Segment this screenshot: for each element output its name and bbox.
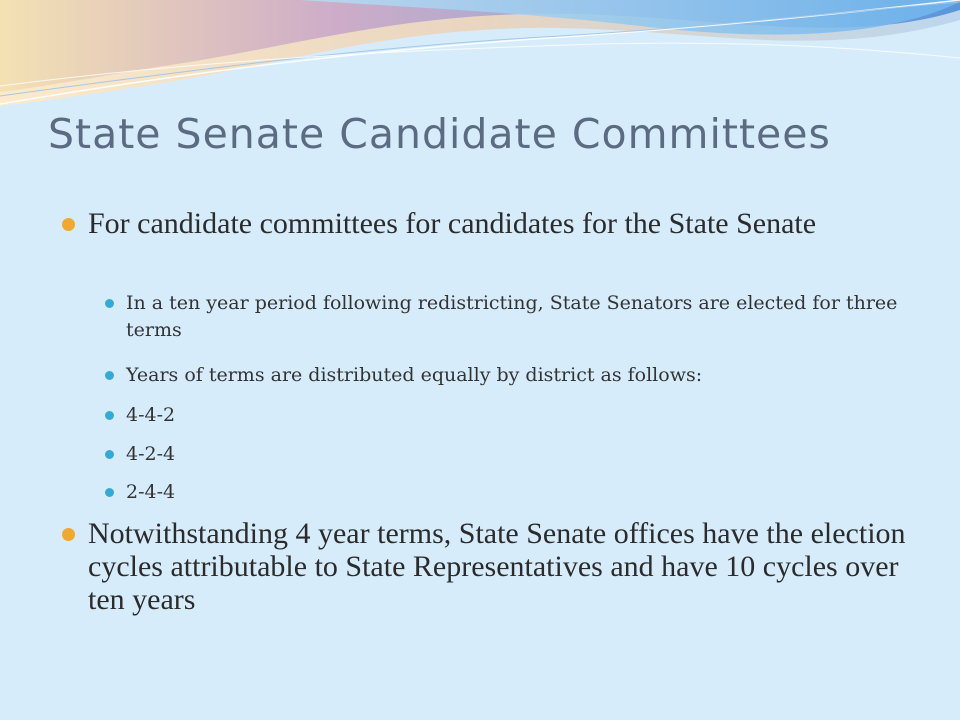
subbullet-ten-year-period: [126, 290, 926, 344]
subbullet-424: [126, 441, 926, 468]
bullet-text: For candidate committees for candidates for the State Senate: [88, 207, 817, 240]
subbullet-244: [126, 479, 926, 506]
slide-title: State Senate Candidate Committees: [48, 110, 831, 158]
bullet-notwithstanding: [88, 517, 908, 616]
bullet-text: Notwithstanding 4 year terms, State Senate offices have the election cycles attributable to State Representatives and have 10 cycles over ten years: [88, 517, 906, 616]
bullet-text: 2-4-4: [126, 481, 176, 503]
subbullet-terms-distribution: [126, 362, 926, 389]
bullet-dot-icon: [105, 299, 114, 308]
bullet-dot-icon: [105, 411, 114, 420]
bullet-dot-icon: [105, 488, 114, 497]
bullet-dot-icon: [105, 450, 114, 459]
bullet-text: Years of terms are distributed equally by district as follows:: [126, 364, 703, 386]
bullet-text: 4-4-2: [126, 404, 176, 426]
bullet-candidate-committees: [88, 207, 908, 240]
bullet-dot-icon: [105, 371, 114, 380]
bullet-dot-icon: [62, 218, 75, 231]
bullet-dot-icon: [62, 528, 75, 541]
bullet-text: In a ten year period following redistricting, State Senators are elected for three terms: [126, 292, 898, 341]
subbullet-442: [126, 402, 926, 429]
bullet-text: 4-2-4: [126, 443, 176, 465]
